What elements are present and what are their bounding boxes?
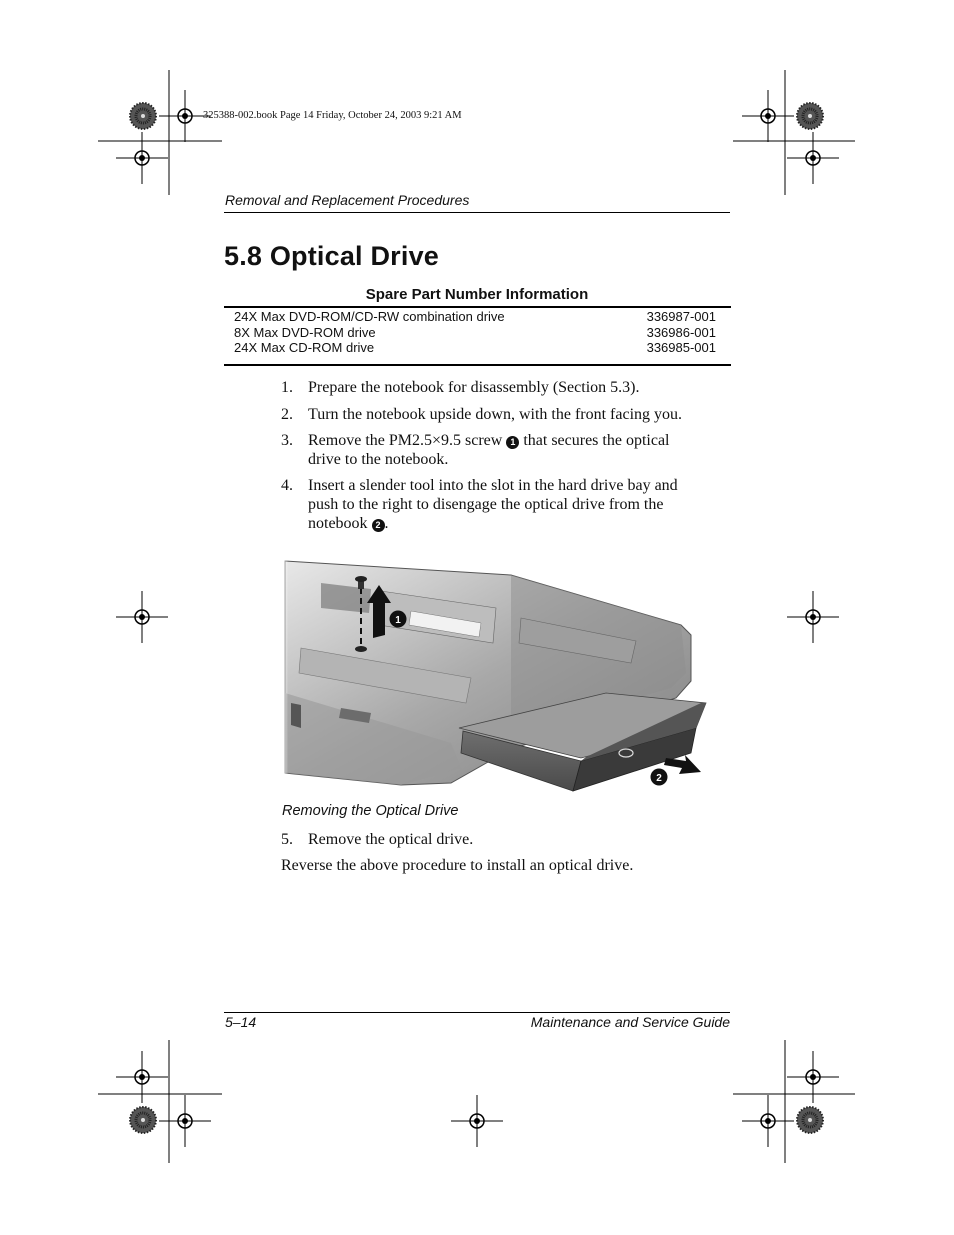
step-number: 2. <box>281 405 293 423</box>
crosshair-mark-icon <box>787 591 839 643</box>
crosshair-mark-icon <box>159 1095 211 1147</box>
crosshair-mark-icon <box>787 1051 839 1103</box>
closing-paragraph: Reverse the above procedure to install an optical drive. <box>281 857 634 874</box>
part-number: 336986-001 <box>646 324 716 340</box>
step-number: 5. <box>281 831 293 848</box>
page-number: 5–14 <box>225 1014 257 1030</box>
crosshair-mark-icon <box>742 90 794 142</box>
step-number: 3. <box>281 432 293 450</box>
section-title: 5.8 Optical Drive <box>224 241 439 271</box>
header-rule <box>224 212 730 213</box>
figure-callout-1: 1 <box>395 615 401 626</box>
step-text <box>308 477 731 533</box>
part-number: 336985-001 <box>646 340 716 356</box>
running-header: Removal and Replacement Procedures <box>225 192 470 208</box>
crosshair-mark-icon <box>116 591 168 643</box>
crosshair-mark-icon <box>116 132 168 184</box>
step-text: Remove the optical drive. <box>308 831 474 848</box>
footer-rule <box>224 1012 730 1013</box>
table-row <box>234 309 716 325</box>
crosshair-mark-icon <box>787 132 839 184</box>
crosshair-mark-icon <box>116 1051 168 1103</box>
list-item <box>281 831 731 850</box>
step-text-segment: Insert a slender tool into the slot in the hard drive bay and <box>308 477 678 495</box>
registration-sunburst-icon <box>130 103 156 129</box>
footer-title: Maintenance and Service Guide <box>530 1014 730 1030</box>
figure-callout-2: 2 <box>656 773 662 784</box>
step-number: 1. <box>281 379 293 396</box>
part-description: 8X Max DVD-ROM drive <box>234 324 376 340</box>
table-row <box>234 325 716 341</box>
table-top-rule <box>224 306 731 308</box>
table-row <box>234 340 716 356</box>
registration-sunburst-icon <box>797 103 823 129</box>
crosshair-mark-icon <box>742 1095 794 1147</box>
crosshair-mark-icon <box>451 1095 503 1147</box>
registration-sunburst-icon <box>797 1107 823 1133</box>
step-text: Prepare the notebook for disassembly (Section 5.3). <box>308 379 640 396</box>
spare-parts-table <box>234 309 716 356</box>
step-text-segment: . <box>384 514 389 532</box>
list-item <box>281 477 731 533</box>
step-number: 4. <box>281 477 293 495</box>
part-description: 24X Max DVD-ROM/CD-RW combination drive <box>234 309 505 324</box>
part-number: 336987-001 <box>646 309 716 324</box>
figure-caption: Removing the Optical Drive <box>282 803 459 819</box>
step-text-segment: push to the right to disengage the optical drive from the <box>308 495 664 513</box>
registration-sunburst-icon <box>130 1107 156 1133</box>
optical-drive-removal-illustration <box>281 553 707 799</box>
procedure-steps <box>281 831 731 850</box>
spare-parts-table-title: Spare Part Number Information <box>365 286 589 303</box>
list-item <box>281 406 731 425</box>
table-bottom-rule <box>224 364 731 366</box>
book-slug-line: 325388-002.book Page 14 Friday, October 24, 2003 9:21 AM <box>203 110 462 121</box>
list-item <box>281 432 731 469</box>
part-description: 24X Max CD-ROM drive <box>234 340 375 356</box>
callout-1-icon: 1 <box>506 436 519 449</box>
list-item <box>281 379 731 398</box>
step-text: Turn the notebook upside down, with the front facing you. <box>308 405 683 423</box>
procedure-steps <box>281 379 731 533</box>
step-text-segment: notebook <box>308 514 372 532</box>
step-text-segment: that secures the optical <box>519 432 670 450</box>
step-text <box>308 432 731 469</box>
step-text-segment: drive to the notebook. <box>308 450 449 468</box>
callout-2-icon: 2 <box>372 519 385 532</box>
step-text-segment: Remove the PM2.5×9.5 screw <box>308 432 507 450</box>
